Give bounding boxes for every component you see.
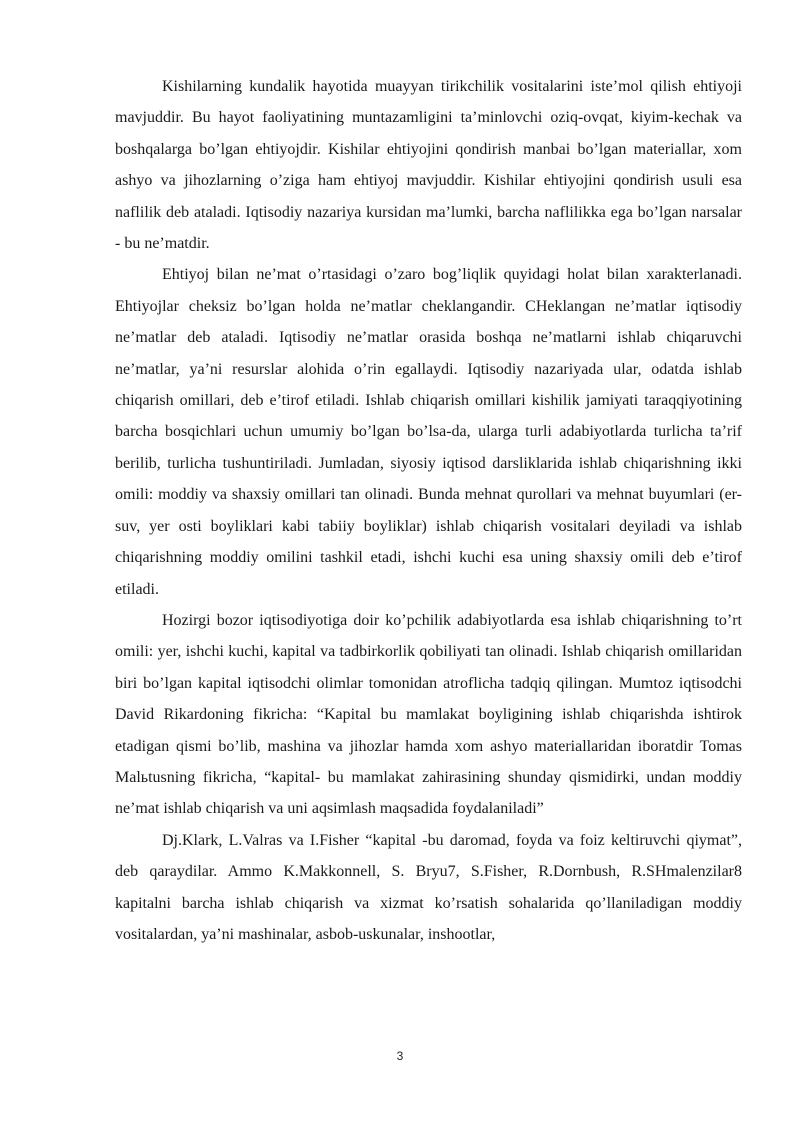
- paragraph: Dj.Klark, L.Valras va I.Fisher “kapital -bu daromad, foyda va foiz keltiruvchi qiymat”, deb qaraydilar. Ammo K.Makkonnell, S. Bryu7, S.Fisher, R.Dornbush, R.SHmalenzilar8 kapitalni barcha ishlab chiqarish va xizmat ko’rsatish sohalarida qo’llaniladigan moddiy vositalardan, ya’ni mashinalar, asbob-uskunalar, inshootlar,: [115, 831, 742, 943]
- paragraph: Kishilarning kundalik hayotida muayyan tirikchilik vositalarini iste’mol qilish ehtiyoji mavjuddir. Bu hayot faoliyatining muntazamligini ta’minlovchi oziq-ovqat, kiyim-kechak va boshqalarga bo’lgan ehtiyojdir. Kishilar ehtiyojini qondirish manbai bo’lgan materiallar, xom ashyo va jihozlarning o’ziga ham ehtiyoj mavjuddir. Kishilar ehtiyojini qondirish usuli esa naflilik deb ataladi. Iqtisodiy nazariya kursidan ma’lumki, barcha naflilikka ega bo’lgan narsalar - bu ne’matdir.: [115, 78, 742, 253]
- page-number: 3: [396, 1049, 404, 1063]
- paragraph: Ehtiyoj bilan ne’mat o’rtasidagi o’zaro bog’liqlik quyidagi holat bilan xarakterlanadi. Ehtiyojlar cheksiz bo’lgan holda ne’matlar cheklangandir. CHeklangan ne’matlar iqtisodiy ne’matlar deb ataladi. Iqtisodiy ne’matlar orasida boshqa ne’matlarni ishlab chiqaruvchi ne’matlar, ya’ni resurslar alohida o’rin egallaydi. Iqtisodiy nazariyada ular, odatda ishlab chiqarish omillari, deb e’tirof etiladi. Ishlab chiqarish omillari kishilik jamiyati taraqqiyotining barcha bosqichlari uchun umumiy bo’lgan bo’lsa-da, ularga turli adabiyotlarda turlicha ta’rif berilib, turlicha tushuntiriladi. Jumladan, siyosiy iqtisod darsliklarida ishlab chiqarishning ikki omili: moddiy va shaxsiy omillari tan olinadi. Bunda mehnat qurollari va mehnat buyumlari (er-suv, yer osti boyliklari kabi tabiiy boyliklar) ishlab chiqarish vositalari deyiladi va ishlab chiqarishning moddiy omilini tashkil etadi, ishchi kuchi esa uning shaxsiy omili deb e’tirof etiladi.: [115, 266, 742, 598]
- paragraph: Hozirgi bozor iqtisodiyotiga doir ko’pchilik adabiyotlarda esa ishlab chiqarishning to’rt omili: yer, ishchi kuchi, kapital va tadbirkorlik qobiliyati tan olinadi. Ishlab chiqarish omillaridan biri bo’lgan kapital iqtisodchi olimlar tomonidan atroflicha tadqiq qilingan. Mumtoz iqtisodchi David Rikardoning fikricha: “Kapital bu mamlakat boyligining ishlab chiqarishda ishtirok etadigan qismi bo’lib, mashina va jihozlar hamda xom ashyo materiallaridan iboratdir Tomas Malьtusning fikricha, “kapital- bu mamlakat zahirasining shunday qismidirki, undan moddiy ne’mat ishlab chiqarish va uni aqsimlash maqsadida foydalaniladi”: [115, 611, 742, 818]
- body-text: [115, 71, 742, 950]
